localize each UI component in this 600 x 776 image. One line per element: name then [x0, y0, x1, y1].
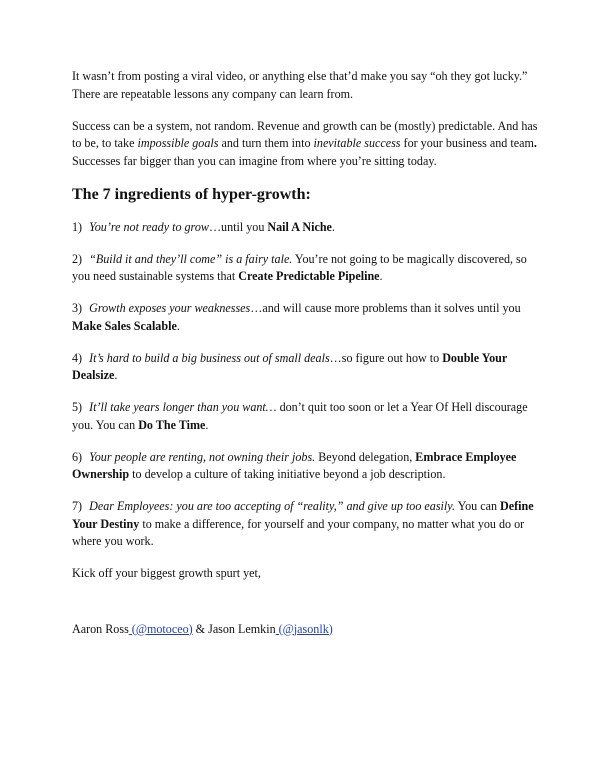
item-bold: Create Predictable Pipeline — [238, 269, 380, 283]
item-tail: to develop a culture of taking initiative beyond a job description. — [129, 467, 446, 481]
item-text: don’t quit too soon or let a Year Of Hell discourage you. You can — [72, 400, 528, 432]
item-italic: It’s hard to build a big business out of small deals — [89, 350, 330, 365]
intro-paragraph — [72, 68, 542, 103]
success-emphasis-2: inevitable success — [313, 136, 401, 150]
item-text: …until you — [208, 219, 268, 234]
list-item — [72, 498, 542, 551]
document-page — [72, 68, 542, 653]
list-item — [72, 219, 542, 237]
item-italic: Your people are renting, not owning their jobs. — [89, 449, 316, 464]
list-item — [72, 300, 542, 335]
list-item — [72, 350, 542, 385]
section-heading: The 7 ingredients of hyper-growth: — [72, 185, 311, 203]
twitter-link-motoceo[interactable]: (@motoceo) — [128, 621, 193, 636]
item-bold: Nail A Niche — [267, 219, 332, 234]
item-text: You’re not going to be magically discovered, so you need sustainable systems that — [72, 251, 527, 283]
item-number: 6) — [72, 449, 83, 464]
success-text-3: for your business and team — [400, 136, 534, 150]
item-tail: . — [379, 269, 383, 283]
item-number: 1) — [72, 219, 83, 234]
list-item — [72, 449, 542, 484]
item-italic: Dear Employees: you are too accepting of “reality,” and give up too easily. — [89, 499, 455, 513]
item-text: …and will cause more problems than it solves until you — [250, 301, 521, 315]
twitter-link-jasonlk[interactable]: (@jasonlk) — [275, 621, 333, 636]
item-italic: Growth exposes your weaknesses — [89, 301, 251, 315]
success-text-2: and turn them into — [218, 136, 314, 150]
intro-text: It wasn’t from posting a viral video, or anything else that’d make you say “oh they got lucky.” There are repeatable lessons any company can learn from. — [72, 69, 528, 101]
item-bold: Double Your Dealsize — [72, 350, 508, 382]
item-number: 7) — [72, 499, 83, 513]
item-italic: You’re not ready to grow — [89, 219, 209, 234]
item-tail: . — [205, 417, 209, 432]
item-number: 4) — [72, 350, 83, 365]
list-item — [72, 251, 542, 286]
success-emphasis-1: impossible goals — [137, 136, 219, 150]
signature-line — [72, 621, 542, 639]
item-number: 3) — [72, 301, 83, 315]
item-bold: Make Sales Scalable — [72, 318, 177, 333]
item-bold: Embrace Employee Ownership — [72, 449, 517, 481]
item-tail: . — [114, 368, 118, 382]
item-bold: Do The Time — [138, 417, 206, 432]
success-paragraph — [72, 118, 542, 171]
author-name-2: Jason Lemkin — [208, 621, 276, 636]
success-text-4: Successes far bigger than you can imagine from where you’re sitting today. — [72, 153, 437, 168]
item-text: You can — [455, 499, 501, 513]
item-number: 2) — [72, 251, 83, 266]
item-text: Beyond delegation, — [315, 449, 416, 464]
item-italic: “Build it and they’ll come” is a fairy tale. — [89, 251, 293, 266]
success-text-1: Success can be a system, not random. Revenue and growth can be (mostly) predictable. And has to be, to take — [72, 118, 538, 150]
item-bold: Define Your Destiny — [72, 499, 534, 531]
author-name-1: Aaron Ross — [72, 621, 129, 636]
list-item — [72, 399, 542, 434]
item-tail: to make a difference, for yourself and your company, no matter what you do or where you work. — [72, 516, 525, 548]
item-tail: . — [331, 219, 335, 234]
success-bold-period: . — [533, 136, 537, 150]
signature-ampersand: & — [192, 621, 209, 636]
signoff: Kick off your biggest growth spurt yet, — [72, 566, 261, 580]
item-tail: . — [176, 318, 180, 333]
item-number: 5) — [72, 400, 83, 414]
item-italic: It’ll take years longer than you want… — [89, 400, 277, 414]
item-text: …so figure out how to — [329, 350, 443, 365]
